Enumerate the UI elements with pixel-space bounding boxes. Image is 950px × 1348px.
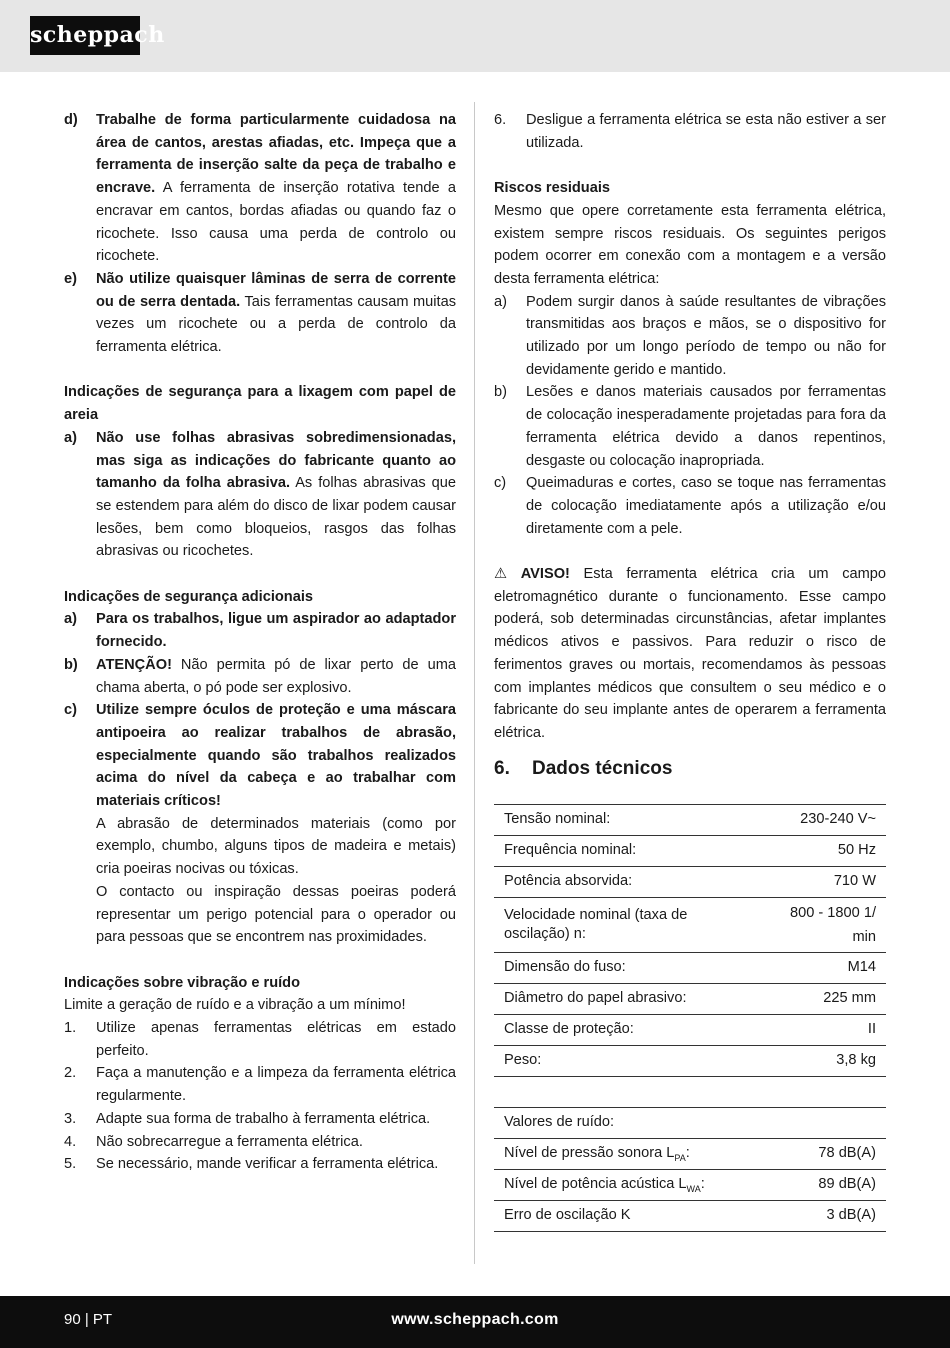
left-column: [64, 109, 456, 1176]
noise-label-sub: WA: [686, 1184, 701, 1195]
item-label: a): [64, 429, 77, 446]
spec-value: M14: [724, 952, 886, 983]
list-item-d: [64, 109, 456, 268]
item-paragraph: O contacto ou inspiração dessas poeiras poderá representar um perigo potencial para o operador ou para pessoas que se encontrem nas proximidades.: [96, 883, 456, 946]
item-text: Lesões e danos materiais causados por ferramentas de colocação inesperadamente projetadas para fora da ferramenta elétrica devido a danos repentinos, desgaste ou colocação inapropriada.: [526, 384, 886, 469]
item-text: As folhas abrasivas que se estendem para além do disco de lixar podem causar lesões, bem como bloqueios, rasgos das folhas abrasivas ou ricochetes.: [96, 475, 456, 560]
warning-icon: ⚠: [494, 566, 508, 583]
sanding-heading: Indicações de segurança para a lixagem com papel de areia: [64, 384, 456, 424]
item-label: 6.: [494, 112, 507, 128]
item-bold-text: ATENÇÃO!: [96, 656, 172, 673]
additional-item-c: [64, 699, 456, 949]
footer-bar: [0, 1296, 950, 1348]
item-label: e): [64, 270, 77, 287]
table-row: [494, 952, 886, 983]
table-row: [494, 897, 886, 952]
item-text: Faça a manutenção e a limpeza da ferramenta elétrica regularmente.: [96, 1065, 456, 1105]
item-text: Queimaduras e cortes, caso se toque nas ferramentas de colocação imediatamente após a utilização e/ou diretamente com a pele.: [526, 475, 886, 537]
noise-label-text: Nível de potência acústica L: [504, 1176, 687, 1193]
spec-value: 710 W: [724, 866, 886, 897]
spec-label: Potência absorvida:: [494, 866, 724, 897]
noise-table: [494, 1107, 886, 1232]
noise-label-suffix: :: [700, 1176, 705, 1193]
vibration-heading: Indicações sobre vibração e ruído: [64, 974, 301, 991]
list-item-e: [64, 268, 456, 359]
table-row: [494, 866, 886, 897]
sanding-item-a: [64, 427, 456, 563]
list-item: [64, 1108, 456, 1131]
noise-value: 89 dB(A): [784, 1169, 886, 1200]
list-item: [64, 1131, 456, 1154]
vibration-list: [64, 1017, 456, 1176]
column-divider: [474, 102, 475, 1264]
vibration-intro: Limite a geração de ruído e a vibração a um mínimo!: [64, 997, 406, 1014]
item-bold-text: Utilize sempre óculos de proteção e uma máscara antipoeira ao realizar trabalhos de abrasão, especialmente quando são trabalhos realizados acima do nível da cabeça e ao trabalhar com materiais críticos!: [96, 702, 456, 810]
table-row: [494, 1200, 886, 1231]
spec-value: 225 mm: [724, 983, 886, 1014]
table-row: [494, 1138, 886, 1169]
spec-label: Tensão nominal:: [494, 804, 724, 835]
list-item: [494, 472, 886, 540]
spec-value: 50 Hz: [724, 835, 886, 866]
residual-intro: Mesmo que opere corretamente esta ferramenta elétrica, existem sempre riscos residuais. Os seguintes perigos podem ocorrer em conexão com a montagem e a versão desta ferramenta elétrica:: [494, 202, 886, 287]
list-item: [64, 1017, 456, 1062]
spec-label: Peso:: [494, 1045, 724, 1076]
list-item: [64, 1153, 456, 1176]
scheppach-logo: scheppach: [30, 16, 140, 55]
noise-label: [494, 1200, 784, 1231]
table-row: [494, 1014, 886, 1045]
table-row: [494, 1045, 886, 1076]
item-text: Podem surgir danos à saúde resultantes de vibrações transmitidas aos braços e mãos, se o dispositivo for utilizado por um longo período de tempo ou não for devidamente gerido e mantido.: [526, 293, 886, 378]
list-item-6: [494, 109, 886, 154]
table-row: [494, 835, 886, 866]
table-row: [494, 983, 886, 1014]
right-column: [494, 109, 886, 1232]
section-number: 6.: [494, 757, 510, 779]
item-label: 4.: [64, 1133, 77, 1150]
item-bold-text: Trabalhe de forma particularmente cuidadosa na área de cantos, arestas afiadas, etc. Impeça que a ferramenta de inserção salte da peça de trabalho e encrave.: [96, 112, 456, 197]
noise-label-suffix: :: [685, 1145, 690, 1162]
item-text: Tais ferramentas causam muitas vezes um ricochete ou a perda de controlo da ferramenta elétrica.: [96, 293, 456, 356]
item-label: c): [494, 475, 507, 492]
noise-heading: Valores de ruído:: [494, 1107, 886, 1138]
noise-label: [494, 1169, 784, 1200]
table-row: [494, 1107, 886, 1138]
item-text: Utilize apenas ferramentas elétricas em estado perfeito.: [96, 1020, 456, 1059]
warning-paragraph: [494, 563, 886, 745]
additional-item-b: [64, 654, 456, 699]
item-label: b): [64, 656, 78, 673]
item-text: Não permita pó de lixar perto de uma chama aberta, o pó pode ser explosivo.: [96, 656, 456, 696]
item-label: c): [64, 702, 77, 719]
item-label: b): [494, 384, 507, 401]
spec-value: II: [724, 1014, 886, 1045]
header-bar: [0, 0, 950, 72]
item-paragraph: A abrasão de determinados materiais (como por exemplo, chumbo, alguns tipos de madeira e metais) cria poeiras nocivas ou tóxicas.: [96, 815, 456, 878]
noise-value: 78 dB(A): [784, 1138, 886, 1169]
item-text: Não sobrecarregue a ferramenta elétrica.: [96, 1133, 363, 1150]
item-label: a): [64, 611, 77, 628]
item-label: 1.: [64, 1020, 77, 1037]
item-bold-text: Para os trabalhos, ligue um aspirador ao adaptador fornecido.: [96, 611, 456, 651]
warning-label: AVISO!: [520, 566, 570, 583]
spec-label: Classe de proteção:: [494, 1014, 724, 1045]
table-row: [494, 1169, 886, 1200]
spec-value: 3,8 kg: [724, 1045, 886, 1076]
spec-value: 230-240 V~: [724, 804, 886, 835]
item-label: 3.: [64, 1110, 77, 1127]
item-text: Se necessário, mande verificar a ferramenta elétrica.: [96, 1156, 439, 1173]
specs-table: [494, 804, 886, 1077]
table-row: [494, 804, 886, 835]
item-text: Adapte sua forma de trabalho à ferramenta elétrica.: [96, 1110, 431, 1127]
residual-list: [494, 291, 886, 541]
section-title: [494, 755, 886, 783]
noise-label-text: Nível de pressão sonora L: [504, 1145, 675, 1162]
spec-label: Velocidade nominal (taxa de oscilação) n:: [494, 897, 724, 952]
spec-label: Frequência nominal:: [494, 835, 724, 866]
item-text: Desligue a ferramenta elétrica se esta não estiver a ser utilizada.: [526, 112, 886, 151]
spec-label: Diâmetro do papel abrasivo:: [494, 983, 724, 1014]
page-number: 90 | PT: [64, 1311, 113, 1328]
additional-item-a: [64, 608, 456, 653]
item-bold-text: Não utilize quaisquer lâminas de serra de corrente ou de serra dentada.: [96, 270, 456, 310]
residual-heading: Riscos residuais: [494, 180, 610, 197]
list-item: [494, 381, 886, 472]
noise-label-sub: PA: [674, 1153, 686, 1164]
section-title-text: Dados técnicos: [532, 757, 673, 779]
item-bold-text: Não use folhas abrasivas sobredimensionadas, mas siga as indicações do fabricante quanto ao tamanho da folha abrasiva.: [96, 429, 456, 492]
item-label: a): [494, 293, 507, 310]
item-label: 2.: [64, 1065, 77, 1082]
noise-label: [494, 1138, 784, 1169]
noise-label-text: Erro de oscilação K: [504, 1207, 631, 1224]
list-item: [64, 1062, 456, 1107]
additional-heading: Indicações de segurança adicionais: [64, 588, 314, 605]
list-item: [494, 291, 886, 382]
spec-label: Dimensão do fuso:: [494, 952, 724, 983]
website-link[interactable]: www.scheppach.com: [391, 1311, 559, 1328]
spec-value: 800 - 1800 1/ min: [724, 897, 886, 952]
warning-text: Esta ferramenta elétrica cria um campo eletromagnético durante o funcionamento. Esse campo poderá, sob determinadas circunstâncias, afetar implantes médicos ativos e passivos. Para reduzir o risco de ferimentos graves ou mortais, recomendamos às pessoas com implantes médicos que consultem o seu médico e o fabricante do seu implante antes de operarem a ferramenta elétrica.: [494, 566, 887, 741]
item-text: A ferramenta de inserção rotativa tende a encravar em cantos, bordas afiadas ou quando faz o ricochete. Isso causa uma perda de controlo ou ricochete.: [96, 180, 456, 265]
item-label: 5.: [64, 1156, 77, 1173]
item-label: d): [64, 112, 78, 128]
noise-value: 3 dB(A): [784, 1200, 886, 1231]
